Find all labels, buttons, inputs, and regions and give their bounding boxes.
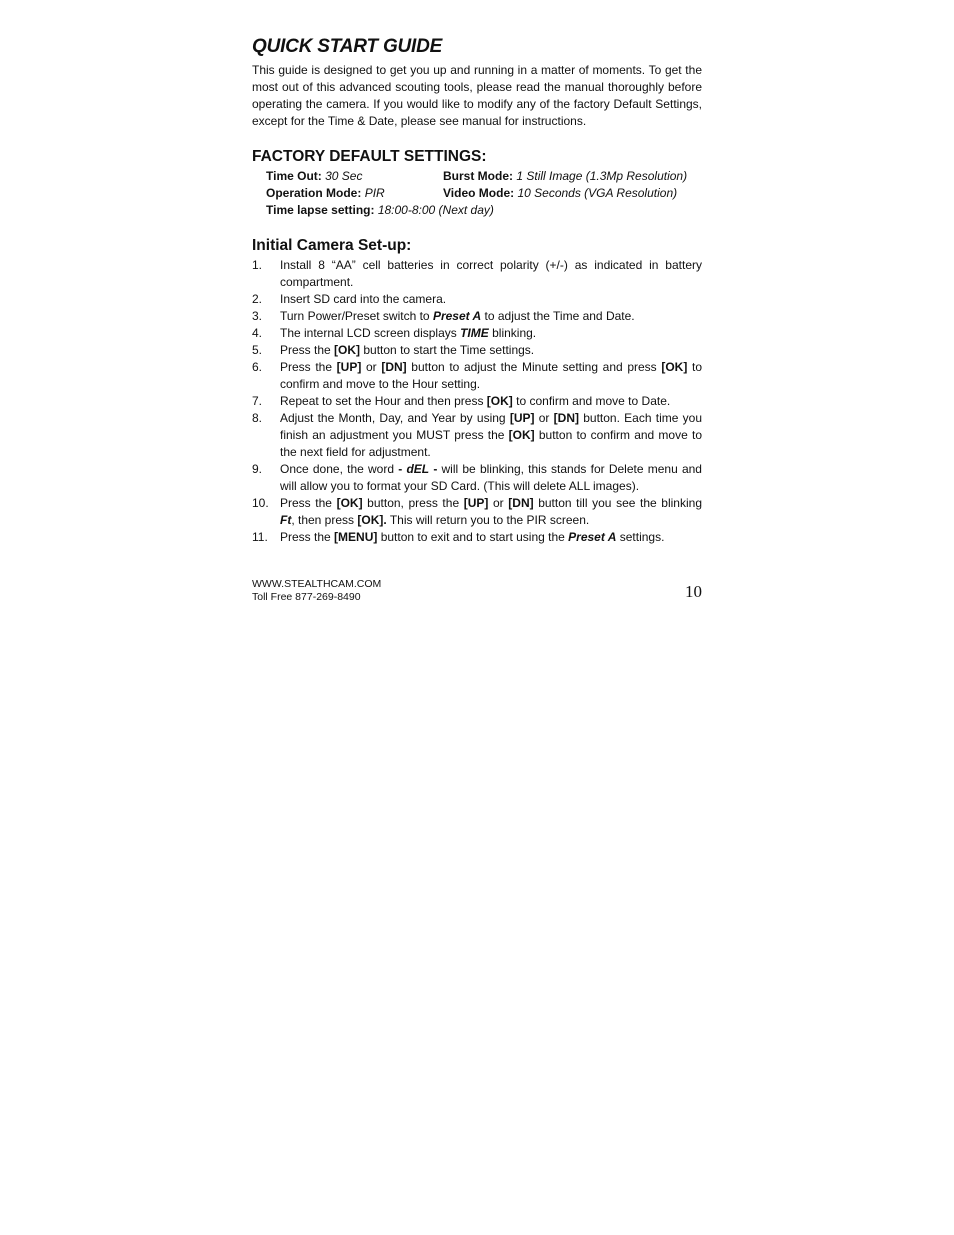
step-emphasis: - — [398, 462, 407, 476]
step-text-run: Once done, the word — [280, 462, 399, 476]
burst-mode-label: Burst Mode: — [443, 169, 513, 183]
step-text-run: button to confirm and move to the next field for adjustment. — [280, 428, 702, 459]
intro-paragraph: This guide is designed to get you up and running in a matter of moments. To get the most out of this advanced scouting tools, please read the manual thoroughly before operating the camera. If you would like to modify any of the factory Default Settings, except for the Time & Date, please see manual for instructions. — [252, 63, 702, 128]
setup-steps-list — [252, 257, 702, 546]
step-number: 10. — [252, 496, 269, 510]
step-emphasis: Preset A — [432, 309, 482, 323]
step-text-run: Install 8 “AA” cell batteries in correct polarity (+/-) as indicated in battery compartment. — [280, 258, 702, 289]
step-emphasis: [DN] — [381, 360, 407, 374]
step-number: 2. — [252, 292, 263, 306]
setup-step — [252, 461, 702, 495]
step-text-run: to confirm and move to Date. — [512, 394, 671, 408]
step-emphasis: Ft — [280, 513, 292, 527]
step-number: 1. — [252, 258, 263, 272]
setup-step — [252, 529, 702, 546]
step-text-run: Press the — [280, 360, 337, 374]
step-emphasis: [MENU] — [334, 530, 378, 544]
step-emphasis: [OK] — [334, 343, 361, 357]
step-emphasis: [UP] — [336, 360, 362, 374]
time-out-label: Time Out: — [266, 169, 322, 183]
step-number: 5. — [252, 343, 263, 357]
step-text-run: or — [488, 496, 509, 510]
step-number: 9. — [252, 462, 263, 476]
factory-defaults-heading: FACTORY DEFAULT SETTINGS: — [252, 148, 487, 165]
step-text-run: The internal LCD screen displays — [280, 326, 461, 340]
step-text-run: Press the — [280, 530, 335, 544]
operation-mode-label: Operation Mode: — [266, 186, 362, 200]
time-out-setting — [266, 168, 443, 185]
step-emphasis: [UP] — [509, 411, 535, 425]
step-emphasis: [OK] — [336, 496, 363, 510]
step-number: 6. — [252, 360, 263, 374]
step-text-run: blinking. — [488, 326, 537, 340]
step-text-run: button to adjust the Minute setting and press — [406, 360, 662, 374]
document-page — [252, 34, 702, 546]
step-text-run: button, press the — [362, 496, 464, 510]
step-text — [280, 393, 702, 410]
step-emphasis: TIME — [460, 326, 489, 340]
step-text-run: or — [361, 360, 382, 374]
step-emphasis: - — [429, 462, 438, 476]
step-emphasis: [DN] — [508, 496, 534, 510]
time-lapse-label: Time lapse setting: — [266, 203, 375, 217]
step-text — [280, 325, 702, 342]
step-text-run: , then press — [291, 513, 358, 527]
settings-row — [266, 168, 702, 185]
step-text-run: will be blinking, this stands for Delete menu and will allow you to format your SD Card. (This will delete ALL images). — [280, 462, 702, 493]
step-emphasis: dEL — [406, 462, 430, 476]
step-text — [280, 342, 702, 359]
time-lapse-setting — [266, 202, 494, 219]
page-footer — [252, 578, 702, 608]
step-text-run: button to start the Time settings. — [360, 343, 535, 357]
time-out-value: 30 Sec — [325, 169, 363, 183]
page-number: 10 — [685, 582, 702, 601]
setup-step — [252, 342, 702, 359]
step-number: 4. — [252, 326, 263, 340]
step-text-run: Press the — [280, 343, 335, 357]
factory-defaults-list — [252, 168, 702, 219]
step-text-run: to confirm and move to the Hour setting. — [280, 360, 703, 391]
video-mode-setting — [443, 185, 677, 202]
step-text-run: Adjust the Month, Day, and Year by using — [280, 411, 510, 425]
burst-mode-value: 1 Still Image (1.3Mp Resolution) — [516, 169, 688, 183]
step-text-run: or — [534, 411, 554, 425]
video-mode-value: 10 Seconds (VGA Resolution) — [517, 186, 678, 200]
operation-mode-value: PIR — [364, 186, 385, 200]
time-lapse-value: 18:00-8:00 (Next day) — [377, 203, 494, 217]
setup-step — [252, 308, 702, 325]
step-text — [280, 410, 702, 461]
step-text-run: This will return you to the PIR screen. — [386, 513, 590, 527]
step-text — [280, 529, 702, 546]
step-text — [280, 359, 702, 393]
step-text-run: button. Each time you finish an adjustment you MUST press the — [280, 411, 703, 442]
step-text — [280, 461, 702, 495]
video-mode-label: Video Mode: — [443, 186, 515, 200]
step-text-run: button till you see the blinking — [533, 496, 702, 510]
settings-row — [266, 202, 702, 219]
setup-step — [252, 410, 702, 461]
step-number: 11. — [252, 530, 268, 544]
setup-step — [252, 291, 702, 308]
step-text — [280, 308, 702, 325]
step-emphasis: Preset A — [568, 530, 617, 544]
burst-mode-setting — [443, 168, 687, 185]
step-emphasis: [OK] — [508, 428, 535, 442]
step-text-run: Insert SD card into the camera. — [280, 292, 447, 306]
step-text-run: Repeat to set the Hour and then press — [280, 394, 487, 408]
operation-mode-setting — [266, 185, 443, 202]
step-text — [280, 495, 702, 529]
step-number: 8. — [252, 411, 263, 425]
setup-step — [252, 257, 702, 291]
setup-step — [252, 325, 702, 342]
step-emphasis: [DN] — [553, 411, 579, 425]
step-emphasis: [OK]. — [357, 513, 387, 527]
website-link[interactable]: WWW.STEALTHCAM.COM — [252, 578, 382, 590]
step-number: 3. — [252, 309, 263, 323]
setup-step — [252, 393, 702, 410]
step-emphasis: [UP] — [463, 496, 489, 510]
step-text-run: Press the — [280, 496, 337, 510]
step-text — [280, 257, 702, 291]
camera-setup-heading: Initial Camera Set-up: — [252, 237, 412, 254]
setup-step — [252, 359, 702, 393]
page-title: QUICK START GUIDE — [252, 36, 443, 57]
toll-free-number: Toll Free 877-269-8490 — [252, 591, 361, 603]
step-text — [280, 291, 702, 308]
step-text-run: to adjust the Time and Date. — [481, 309, 635, 323]
settings-row — [266, 185, 702, 202]
step-emphasis: [OK] — [661, 360, 688, 374]
step-text-run: button to exit and to start using the — [377, 530, 569, 544]
setup-step — [252, 495, 702, 529]
step-number: 7. — [252, 394, 263, 408]
step-emphasis: [OK] — [486, 394, 513, 408]
step-text-run: settings. — [616, 530, 665, 544]
step-text-run: Turn Power/Preset switch to — [280, 309, 433, 323]
